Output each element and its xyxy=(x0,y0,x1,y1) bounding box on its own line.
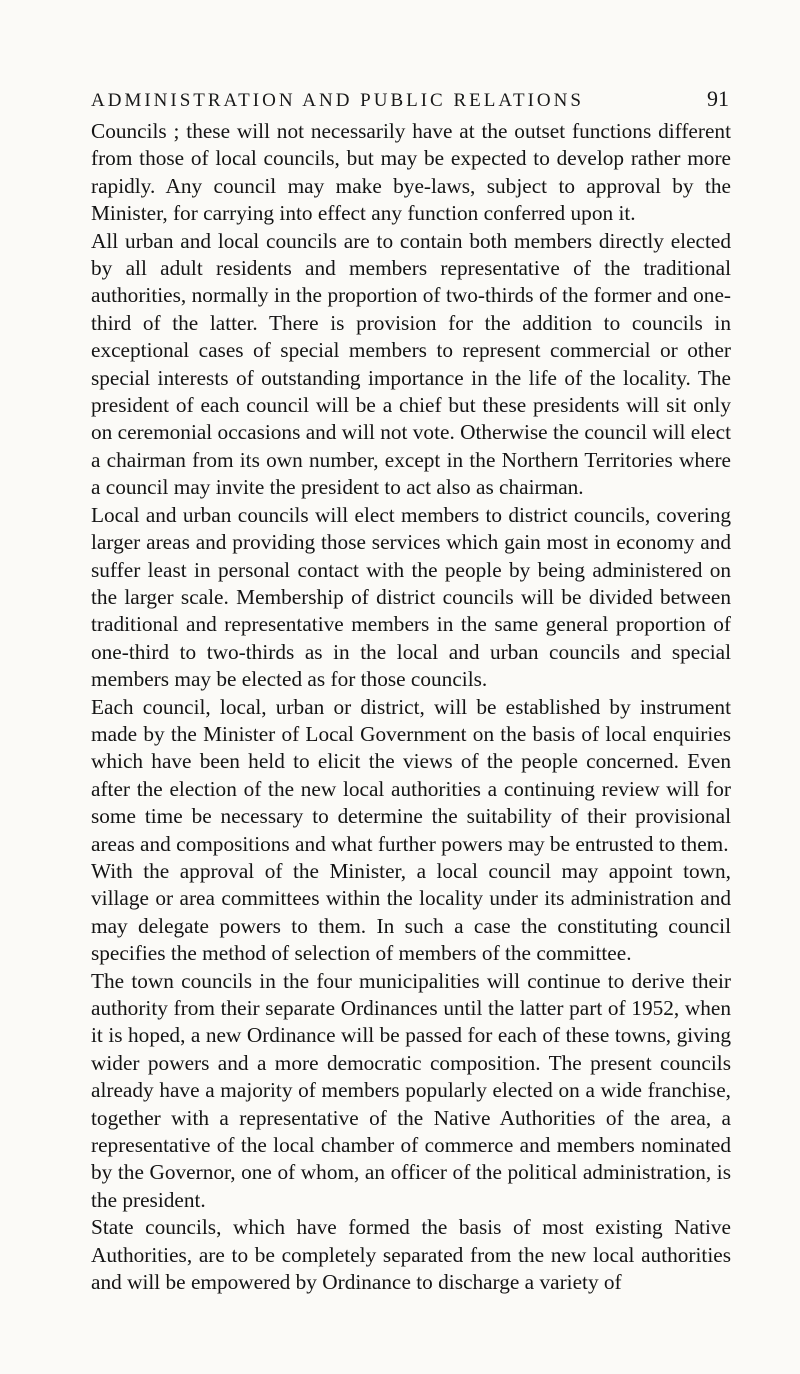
paragraph-1: Councils ; these will not necessarily have at the outset functions different from those of local councils, but may be expected to develop rather more rapidly. Any council may make bye-laws, subject to approval by the Minister, for carrying into effect any function conferred upon it. xyxy=(91,119,731,226)
book-page xyxy=(91,86,731,1296)
running-head xyxy=(91,86,731,120)
paragraph-3: Local and urban councils will elect members to district councils, covering larger areas and providing those services which gain most in economy and suffer least in personal contact with the people by being administered on the larger scale. Membership of district councils will be divided between traditional and representative members in the same general proportion of one-third to two-thirds as in the local and urban councils and special members may be elected as for those councils. xyxy=(91,502,731,692)
paragraph-6: The town councils in the four municipalities will continue to derive their authority from their separate Ordinances until the latter part of 1952, when it is hoped, a new Ordinance will be passed for each of these towns, giving wider powers and a more democratic composition. The present councils already have a majority of members popularly elected on a wide franchise, together with a representative of the Native Authorities of the area, a representative of the local chamber of commerce and members nominated by the Governor, one of whom, an officer of the political administration, is the president. xyxy=(91,968,731,1212)
paragraph-5: With the approval of the Minister, a local council may appoint town, village or area committees within the locality under its administration and may delegate powers to them. In such a case the constituting council specifies the method of selection of members of the committee. xyxy=(91,858,731,966)
paragraph-4: Each council, local, urban or district, will be established by instrument made by the Minister of Local Government on the basis of local enquiries which have been held to elicit the views of the people concerned. Even after the election of the new local authorities a continuing review will for some time be necessary to determine the suitability of their provisional areas and compositions and what further powers may be entrusted to them. xyxy=(91,694,731,856)
page-number: 91 xyxy=(707,86,729,111)
paragraph-7: State councils, which have formed the basis of most existing Native Authorities, are to be completely separated from the new local authorities and will be empowered by Ordinance to discharge a variety of xyxy=(91,1215,731,1295)
paragraph-2: All urban and local councils are to contain both members directly elected by all adult residents and members representative of the traditional authorities, normally in the proportion of two-thirds of the former and one-third of the latter. There is provision for the addition to councils in exceptional cases of special members to represent commercial or other special interests of outstanding importance in the life of the locality. The president of each council will be a chief but these presidents will sit only on ceremonial occasions and will not vote. Otherwise the council will elect a chairman from its own number, except in the Northern Territories where a council may invite the president to act also as chairman. xyxy=(91,228,731,500)
body-text xyxy=(91,118,731,1296)
running-title: ADMINISTRATION AND PUBLIC RELATIONS xyxy=(91,90,584,111)
